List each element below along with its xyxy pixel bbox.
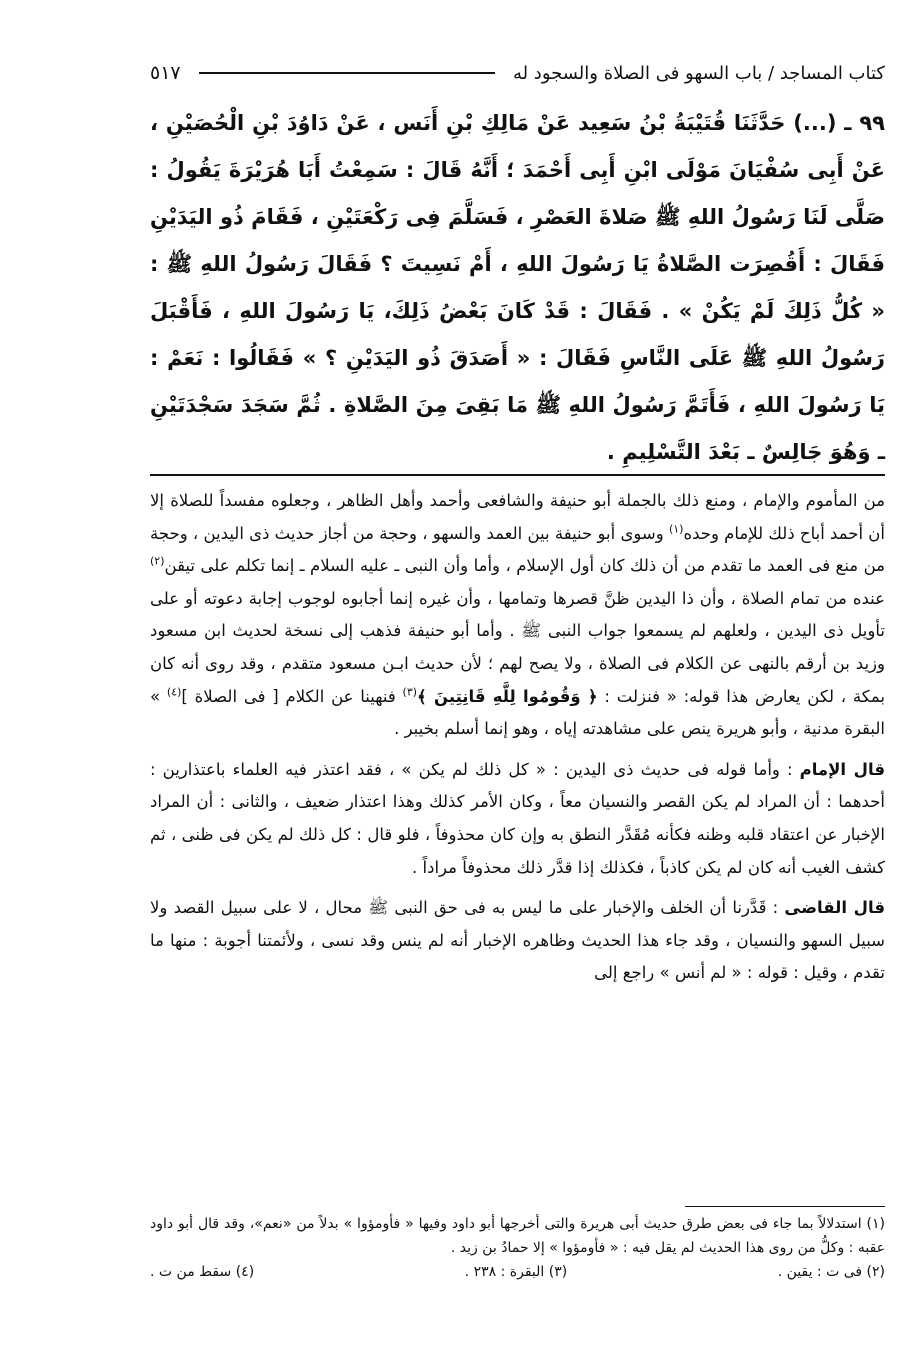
speaker-lead-imam: قال الإمام xyxy=(799,759,886,779)
footnote-3: (٣) البقرة : ٢٣٨ . xyxy=(464,1264,568,1280)
hadith-paragraph: ٩٩ ـ (...) حَدَّثَنَا قُتَيْبَةُ بْنُ سَعِيد عَنْ مَالِكِ بْنِ أَنَس ، عَنْ دَاوُدَ بْنِ الْحُصَيْنِ ، عَنْ أَبِى سُفْيَانَ مَوْلَى ابْنِ أَبِى أَحْمَدَ ؛ أَنَّهُ قَالَ : سَمِعْتُ أَبَا هُرَيْرَةَ يَقُولُ : صَلَّى لَنَا رَسُولُ اللهِ ﷺ صَلاةَ العَصْرِ ، فَسَلَّمَ فِى رَكْعَتَيْنِ ، فَقَامَ ذُو اليَدَيْنِ فَقَالَ : أَقُصِرَت الصَّلاةُ يَا رَسُولَ اللهِ ، أَمْ نَسِيتَ ؟ فَقَالَ رَسُولُ اللهِ ﷺ : « كُلُّ ذَلِكَ لَمْ يَكُنْ » . فَقَالَ : قَدْ كَانَ بَعْضُ ذَلِكَ، يَا رَسُولَ اللهِ ، فَأَقْبَلَ رَسُولُ اللهِ ﷺ عَلَى النَّاسِ فَقَالَ : « أَصَدَقَ ذُو اليَدَيْنِ ؟ » فَقَالُوا : نَعَمْ : يَا رَسُولَ اللهِ ، فَأَتَمَّ رَسُولُ اللهِ ﷺ مَا بَقِىَ مِنَ الصَّلاةِ . ثُمَّ سَجَدَ سَجْدَتَيْنِ ـ وَهُوَ جَالِسٌ ـ بَعْدَ التَّسْلِيمِ . xyxy=(150,111,885,464)
commentary-paragraph-1 xyxy=(150,485,885,746)
commentary-text: وسوى أبو حنيفة بين العمد والسهو ، وحجة من أجاز حديث ذى اليدين ، وحجة من منع فى العمد ما تقدم من أن ذلك كان أول الإسلام ، وأما وأن النبى ـ عليه السلام ـ إنما تكلم على تيقن xyxy=(150,523,885,576)
commentary-text: فنهينا عن الكلام [ فى الصلاة ] xyxy=(181,686,403,706)
hadith-text-block xyxy=(150,100,885,476)
header-rule xyxy=(199,72,495,74)
footnote-rule xyxy=(685,1206,885,1207)
commentary-text: عنده من تمام الصلاة ، وأن ذا اليدين ظنَّ قصرها وتمامها ، وأن غيره إنما أجابوه لوجوب إجابة دعوته أو على تأويل ذى اليدين ، ولعلهم لم يسمعوا جواب النبى ﷺ . وأما أبو حنيفة فذهب إلى نسخة لحديث ابن مسعود وزيد بن أرقم بالنهى عن الكلام فى الصلاة ، ولا يصح لهم ؛ لأن حديث ابـن مسعود متقدم ، وقد روى أنه كان بمكة ، لكن يعارض هذا قوله: « فنزلت : xyxy=(150,588,885,706)
footnotes-block xyxy=(150,1212,885,1284)
footnote-ref-2: (٢) xyxy=(150,554,165,568)
commentary-text: » البقرة مدنية ، وأبو هريرة ينص على مشاهدته إياه ، وهو إنما أسلم بخيبر . xyxy=(150,686,885,739)
speaker-lead-qadi: قال القاضى xyxy=(784,898,885,918)
quran-verse: ﴿ وَقُومُوا لِلَّهِ قَانِتِينَ ﴾ xyxy=(417,686,598,706)
commentary-text: من المأموم والإمام ، ومنع ذلك بالجملة أبو حنيفة والشافعى وأحمد وأهل الظاهر ، وجعلوه مفسداً للصلاة إلا أن أحمد أباح ذلك للإمام وحده xyxy=(150,491,885,543)
footnote-ref-1: (١) xyxy=(668,522,684,536)
commentary-paragraph-3 xyxy=(150,892,885,990)
commentary-paragraph-2 xyxy=(150,754,885,884)
page-number: ٥١٧ xyxy=(150,62,181,84)
footnote-4: (٤) سقط من ت . xyxy=(150,1264,255,1280)
text-separator-rule xyxy=(150,474,885,476)
commentary-text: : وأما قوله فى حديث ذى اليدين : « كل ذلك لم يكن » ، فقد اعتذر فيه العلماء باعتذارين : أحدهما : أن المراد لم يكن القصر والنسيان معاً ، وكان الأمر كذلك وهذا اعتذار ضعيف ، والثانى : أن المراد الإخبار عن اعتقاد قلبه وظنه فكأنه مُقَدَّر النطق به وإن كان محذوفاً ، فلو قال : كل ذلك لم يكن فى ظنى ، ثم كشف الغيب أنه كان لم يكن كاذباً ، فكذلك إذا قدَّر ذلك محذوفاً مراداً . xyxy=(150,759,885,877)
footnote-ref-3: (٣) xyxy=(402,685,418,699)
commentary-block xyxy=(150,485,885,998)
commentary-text: : قَدَّرنا أن الخلف والإخبار على ما ليس به فى حق النبى ﷺ محال ، لا على سبيل القصد ولا سبيل السهو والنسيان ، وقد جاء هذا الحديث وظاهره الإخبار أنه لم ينس وقد نسى ، ولأئمتنا أجوبة : منها ما تقدم ، وقيل : قوله : « لم أنس » راجع إلى xyxy=(150,898,885,983)
page xyxy=(150,0,885,1357)
footnote-row xyxy=(150,1260,885,1284)
running-header xyxy=(150,56,885,90)
footnote-2: (٢) فى ت : يقين . xyxy=(777,1264,885,1280)
footnote-1: (١) استدلالاً بما جاء فى بعض طرق حديث أبى هريرة والتى أخرجها أبو داود وفيها « فأومؤوا » بدلاً من «نعم»، وقد قال أبو داود عقبه : وكلُّ من روى هذا الحديث لم يقل فيه : « فأومؤوا » إلا حمادُ بن زيد . xyxy=(150,1216,885,1256)
book-title: كتاب المساجد / باب السهو فى الصلاة والسجود له xyxy=(512,62,885,84)
footnote-ref-4: (٤) xyxy=(166,685,182,699)
